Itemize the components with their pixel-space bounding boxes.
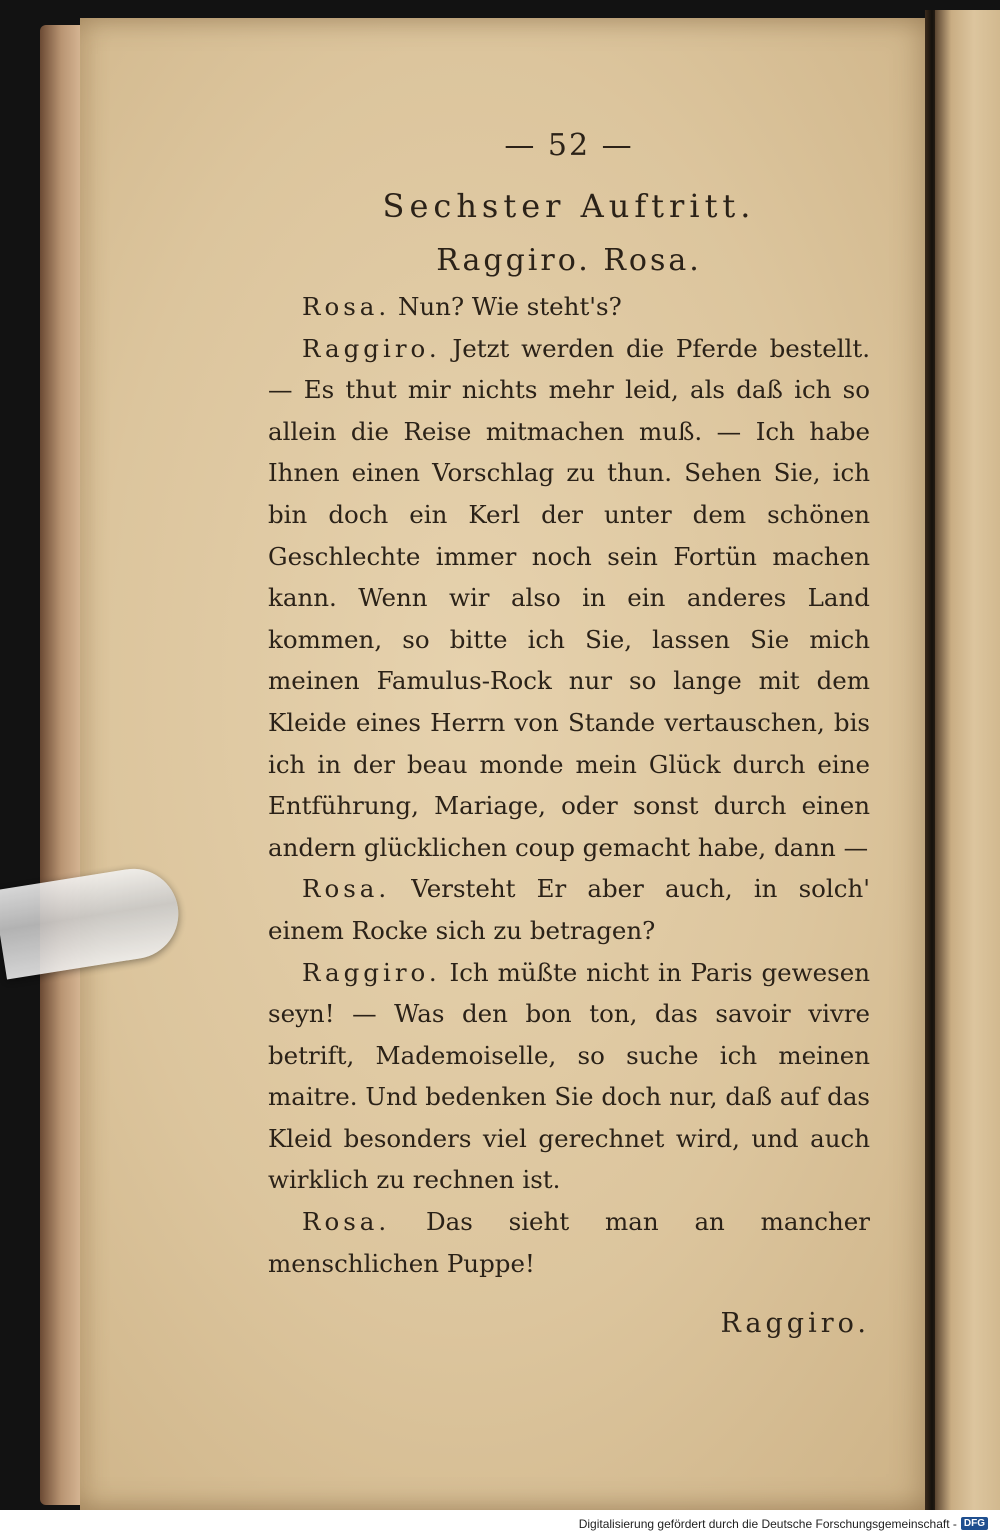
dfg-logo-icon: DFG bbox=[961, 1517, 988, 1530]
dialogue-paragraph bbox=[268, 868, 870, 951]
speech-text: Ich müßte nicht in Paris gewesen seyn! — Was den bon ton, das savoir vivre betrift, Mademoiselle, so suche ich meinen maitre. Und bedenken Sie doch nur, daß auf das Kleid besonders viel gerechnet wird, und auch wirklich zu rechnen ist. bbox=[268, 957, 870, 1195]
dialogue-paragraph bbox=[268, 328, 870, 869]
funding-credit: Digitalisierung gefördert durch die Deutsche Forschungsgemeinschaft - bbox=[578, 1516, 957, 1531]
facing-page-edge bbox=[935, 10, 1000, 1510]
speaker-name: Rosa. bbox=[302, 1207, 391, 1237]
page-content bbox=[268, 128, 870, 1339]
speaker-name: Raggiro. bbox=[302, 333, 441, 363]
speaker-name: Rosa. bbox=[302, 874, 391, 904]
speech-text: Das sieht man an mancher menschlichen Puppe! bbox=[268, 1207, 870, 1278]
dialogue-paragraph bbox=[268, 1201, 870, 1284]
page-number: — 52 — bbox=[504, 128, 634, 163]
speech-text: Nun? Wie steht's? bbox=[390, 292, 622, 321]
speech-text: Versteht Er aber auch, in solch' einem Rocke sich zu betragen? bbox=[268, 874, 870, 945]
cast-line: Raggiro. Rosa. bbox=[436, 243, 702, 278]
catchword: Raggiro. bbox=[720, 1308, 870, 1340]
scene-title: Sechster Auftritt. bbox=[382, 187, 756, 225]
dialogue-paragraph bbox=[268, 952, 870, 1202]
footer-bar bbox=[0, 1510, 1000, 1537]
speaker-name: Raggiro. bbox=[302, 957, 441, 987]
dialogue bbox=[268, 286, 870, 1284]
speaker-name: Rosa. bbox=[302, 292, 391, 321]
speech-text: Jetzt werden die Pferde bestellt. — Es thut mir nichts mehr leid, als daß ich so allein die Reise mitmachen muß. — Ich habe Ihnen einen Vorschlag zu thun. Sehen Sie, ich bin doch ein Kerl der unter dem schönen Geschlechte immer noch sein Fortün machen kann. Wenn wir also in ein anderes Land kommen, so bitte ich Sie, lassen Sie mich meinen Famulus-Rock nur so lange mit dem Kleide eines Herrn von Stande vertauschen, bis ich in der beau monde mein Glück durch eine Entführung, Mariage, oder sonst durch einen andern glücklichen coup gemacht habe, dann — bbox=[268, 333, 870, 862]
dialogue-paragraph bbox=[268, 286, 870, 328]
